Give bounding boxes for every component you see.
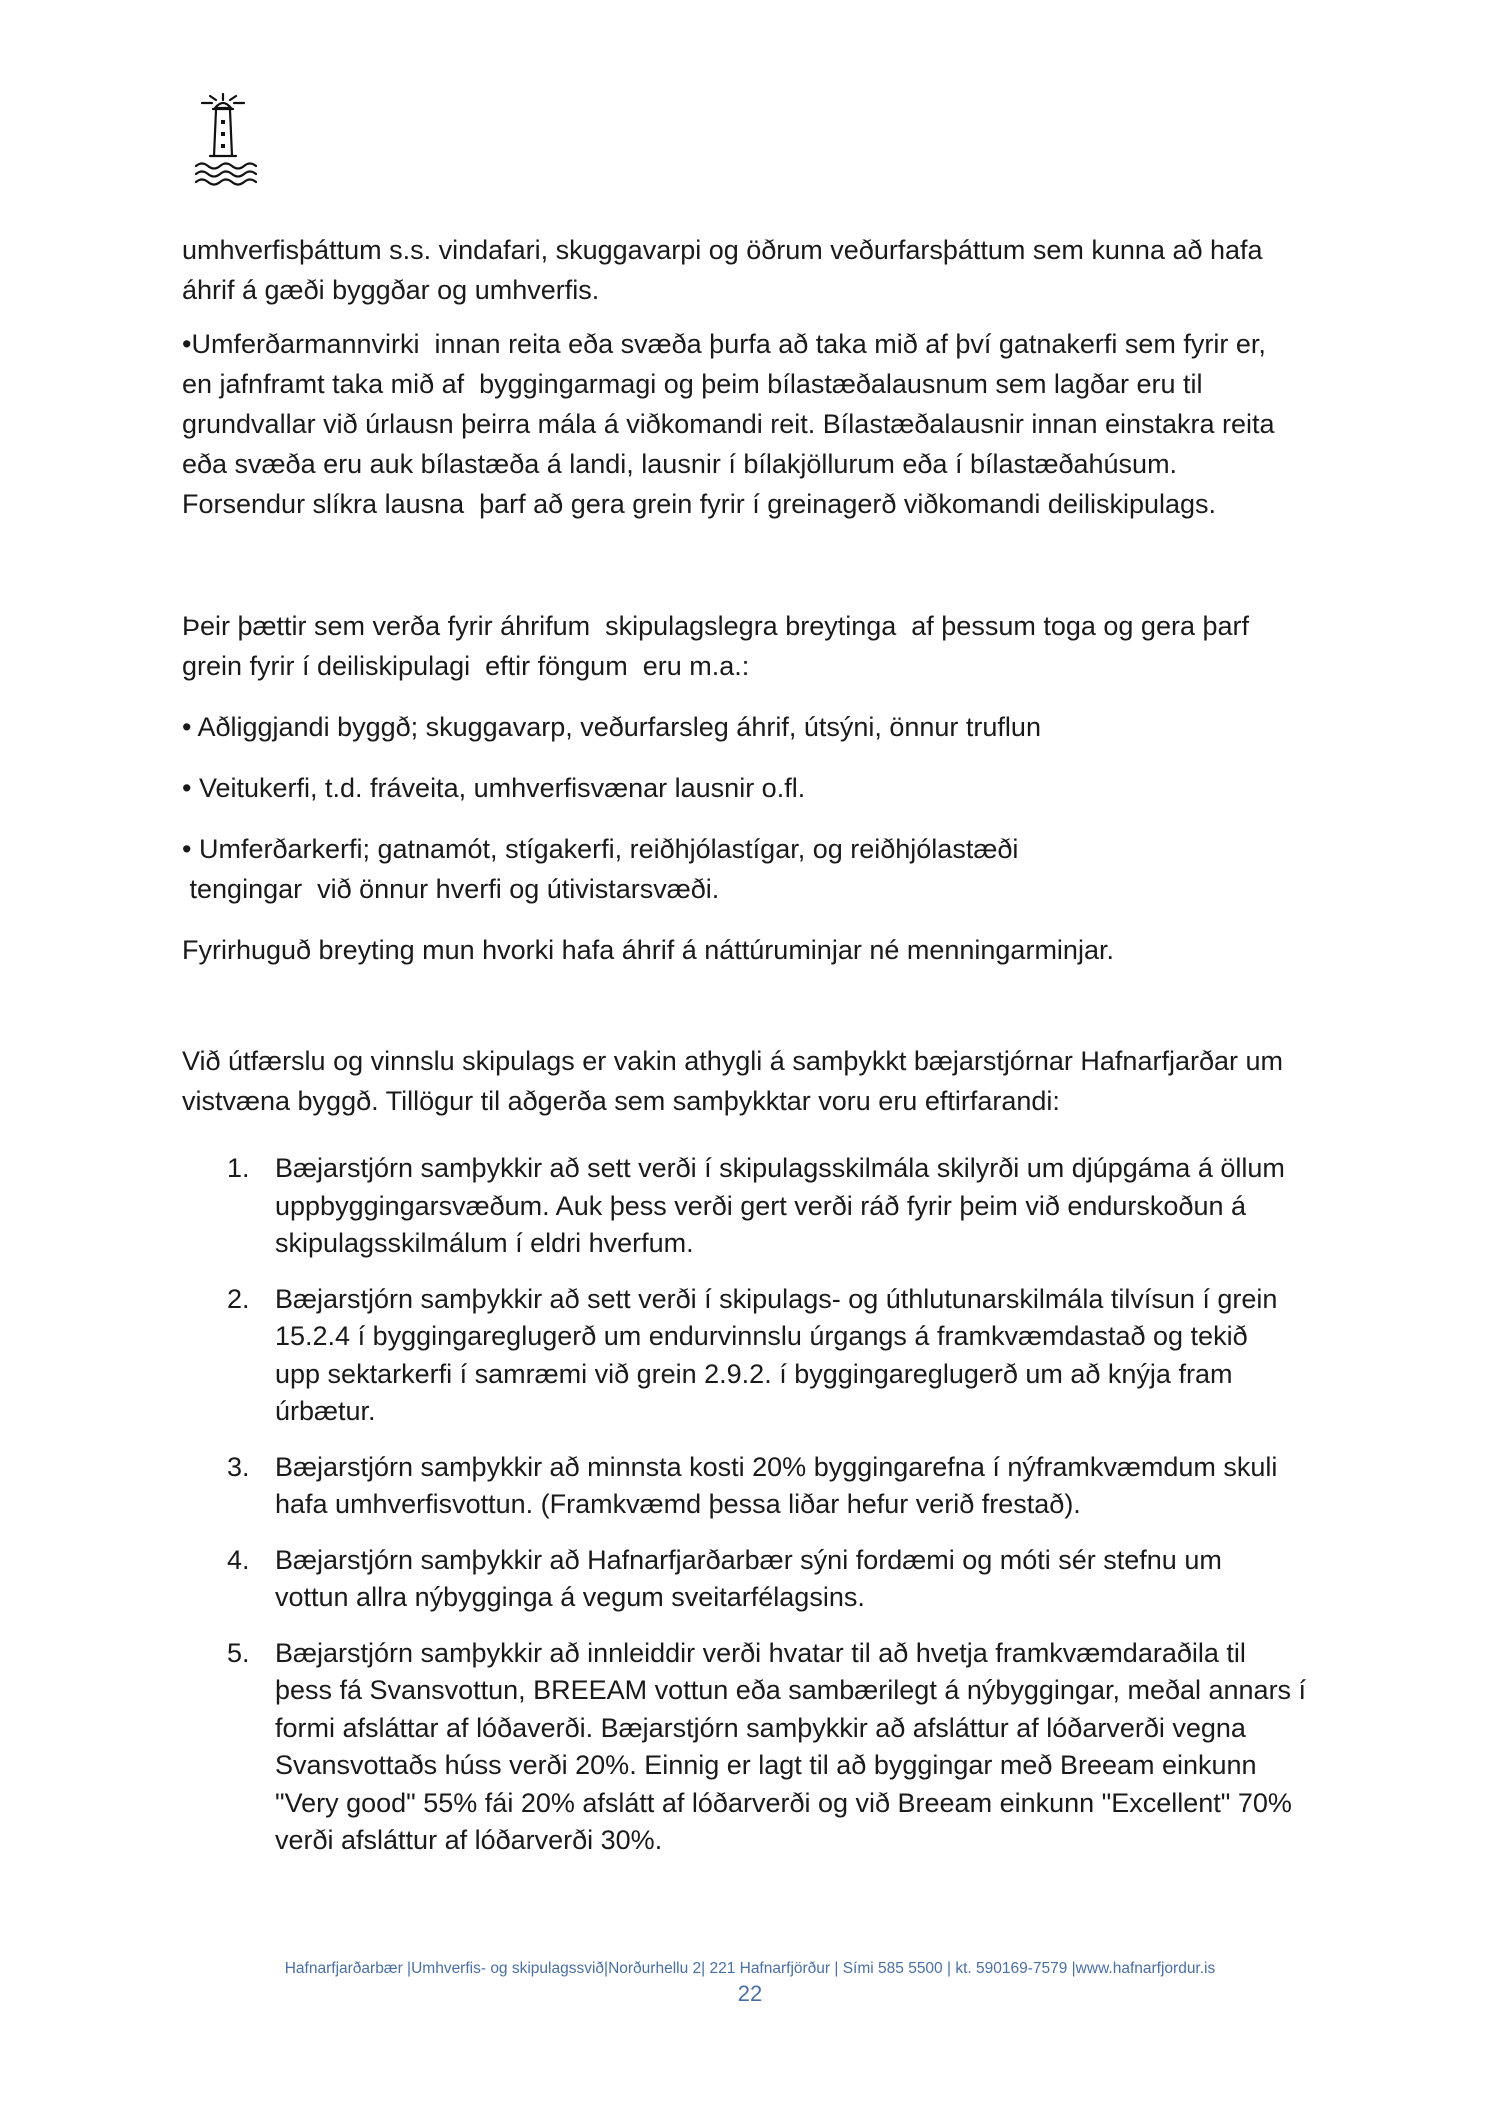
- list-item-number: 5.: [227, 1637, 250, 1668]
- lighthouse-icon: [188, 90, 258, 190]
- paragraph-traffic-structures: •Umferðarmannvirki innan reita eða svæða þurfa að taka mið af því gatnakerfi sem fyrir er, en jafnframt taka mið af byggingarmagi og þeim bílastæðalausnum sem lagðar eru til grundvallar við úrlausn þeirra mála á viðkomandi reit. Bílastæðalausnir innan einstakra reita eða svæða eru auk bílastæða á landi, lausnir í bílakjöllurum eða í bílastæðahúsum. Forsendur slíkra lausna þarf að gera grein fyrir í greinagerð viðkomandi deiliskipulags.: [182, 329, 1275, 519]
- list-item-number: 2.: [227, 1283, 250, 1314]
- list-item: [182, 1542, 1342, 1617]
- list-item-text: Bæjarstjórn samþykkir að sett verði í skipulagsskilmála skilyrði um djúpgáma á öllum uppbyggingarsvæðum. Auk þess verði gert verði ráð fyrir þeim við endurskoðun á skipulagsskilmálum í eldri hverfum.: [275, 1153, 1285, 1258]
- paragraph-environment-factors: umhverfisþáttum s.s. vindafari, skuggavarpi og öðrum veðurfarsþáttum sem kunna að hafa áhrif á gæði byggðar og umhverfis.: [182, 235, 1263, 305]
- document-body: [182, 230, 1342, 1121]
- list-item-text: Bæjarstjórn samþykkir að innleiddir verði hvatar til að hvetja framkvæmdaraðila til þess fá Svansvottun, BREEAM vottun eða sambærilegt á nýbyggingar, meðal annars í formi afsláttar af lóðaverði. Bæjarstjórn samþykkir að afsláttur af lóðarverði vegna Svansvottaðs húss verði 20%. Einnig er lagt til að byggingar með Breeam einkunn "Very good" 55% fái 20% afslátt af lóðarverði og við Breeam einkunn "Excellent" 70% verði afsláttur af lóðarverði 30%.: [275, 1637, 1307, 1855]
- list-item: [182, 1449, 1342, 1524]
- bullet-adjacent-buildings: • Aðliggjandi byggð; skuggavarp, veðurfarsleg áhrif, útsýni, önnur truflun: [182, 712, 1041, 742]
- paragraph-no-impact: Fyrirhuguð breyting mun hvorki hafa áhrif á náttúruminjar né menningarminjar.: [182, 935, 1114, 965]
- bullet-traffic-systems: • Umferðarkerfi; gatnamót, stígakerfi, reiðhjólastígar, og reiðhjólastæði tengingar við önnur hverfi og útivistarsvæði.: [182, 834, 1019, 904]
- list-item: [182, 1635, 1342, 1860]
- list-item-text: Bæjarstjórn samþykkir að Hafnarfjarðarbær sýni fordæmi og móti sér stefnu um vottun allra nýbygginga á vegum sveitarfélagsins.: [275, 1544, 1222, 1612]
- paragraph-affected-factors: Þeir þættir sem verða fyrir áhrifum skipulagslegra breytinga af þessum toga og gera þarf grein fyrir í deiliskipulagi eftir föngum eru m.a.:: [182, 611, 1249, 681]
- page-number: 22: [737, 1981, 763, 2006]
- footer-contact: Hafnarfjarðarbær |Umhverfis- og skipulagssvið|Norðurhellu 2| 221 Hafnarfjörður | Sími 585 5500 | kt. 590169-7579 |www.hafnarfjordur.is: [284, 1960, 1216, 1977]
- paragraph-sustainable-building: Við útfærslu og vinnslu skipulags er vakin athygli á samþykkt bæjarstjórnar Hafnarfjarðar um vistvæna byggð. Tillögur til aðgerða sem samþykktar voru eru eftirfarandi:: [182, 1046, 1283, 1116]
- numbered-list: [182, 1150, 1342, 1860]
- list-item-text: Bæjarstjórn samþykkir að sett verði í skipulags- og úthlutunarskilmála tilvísun í grein 15.2.4 í byggingareglugerð um endurvinnslu úrgangs á framkvæmdastað og tekið upp sektarkerfi í samræmi við grein 2.9.2. í byggingareglugerð um að knýja fram úrbætur.: [275, 1283, 1278, 1426]
- list-item: [182, 1150, 1342, 1263]
- bullet-utility-systems: • Veitukerfi, t.d. fráveita, umhverfisvænar lausnir o.fl.: [182, 773, 806, 803]
- list-item-text: Bæjarstjórn samþykkir að minnsta kosti 20% byggingarefna í nýframkvæmdum skuli hafa umhverfisvottun. (Framkvæmd þessa liðar hefur verið frestað).: [275, 1451, 1278, 1519]
- list-item-number: 3.: [227, 1451, 250, 1482]
- list-item-number: 1.: [227, 1153, 250, 1183]
- list-item: [182, 1281, 1342, 1431]
- list-item-number: 4.: [227, 1544, 250, 1575]
